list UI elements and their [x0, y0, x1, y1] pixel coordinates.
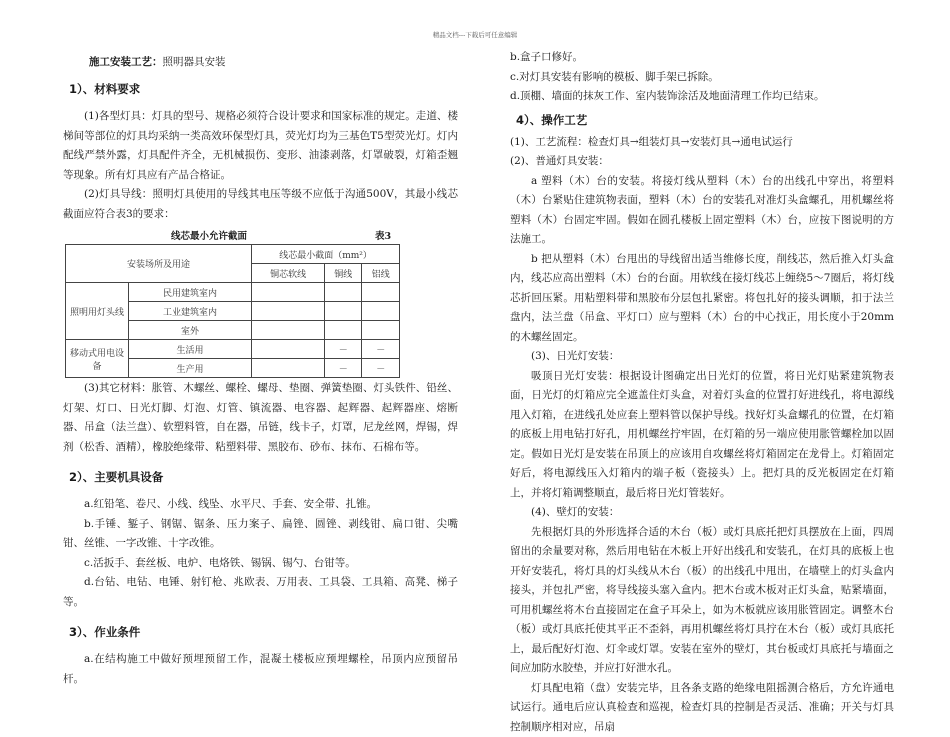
paragraph: (1)各型灯具：灯具的型号、规格必须符合设计要求和国家标准的规定。走道、楼梯间等部位的灯具均采纳一类高效环保型灯具，荧光灯均为三基色T5型荧光灯。灯内配线严禁外露，灯具配件齐全，无机械损伤、变形、油漆剥落，灯罩破裂，灯箱歪翘等现象。所有灯具应有产品合格证。 — [63, 107, 458, 185]
wire-section-table — [65, 244, 400, 378]
table-group-mobile: 移动式用电设备 — [66, 340, 129, 378]
paragraph: (1)、工艺流程：检查灯具→组装灯具→安装灯具→通电试运行 — [510, 133, 894, 153]
paragraph: b 把从塑料（木）台甩出的导线留出适当维修长度，削线芯，然后推入灯头盒内，线芯应高出塑料（木）台的台面。用软线在接灯线芯上缠绕5～7圈后，将灯线芯折回压紧。用粘塑料带和黑胶布分层包扎紧密。将包扎好的接头调顺，扣于法兰盘内，法兰盘（吊盒、平灯口）应与塑料（木）台的中心找正，用长度小于20mm的木螺丝固定。 — [510, 250, 894, 348]
table-cell — [362, 321, 400, 340]
table-group-lamp: 照明用灯头线 — [66, 283, 129, 340]
right-column — [510, 48, 894, 737]
table-cell-dash: － — [362, 340, 400, 359]
table-cell — [325, 302, 362, 321]
table-header-col1: 铜芯软线 — [252, 264, 325, 283]
section-1-heading: 1）、材料要求 — [69, 81, 458, 97]
list-item: c.活扳手、套丝板、电炉、电烙铁、锡锅、锡勺、台钳等。 — [63, 554, 458, 574]
table-cell — [325, 283, 362, 302]
paragraph: 吸顶日光灯安装：根据设计图确定出日光灯的位置，将日光灯贴紧建筑物表面，日光灯的灯箱应完全遮盖住灯头盒，对着灯头盒的位置打好进线孔，将电源线甩入灯箱，在进线孔处应套上塑料管以保护导线。找好灯头盒螺孔的位置，在灯箱的底板上用电钻打好孔，用机螺丝拧牢固，在灯箱的另一端应使用胀管螺栓加以固定。假如日光灯是安装在吊顶上的应该用自攻螺丝将灯箱固定在龙骨上。灯箱固定好后，将电源线压入灯箱内的端子板（瓷接头）上。把灯具的反光板固定在灯箱上，并将灯箱调整顺直，最后将日光灯管装好。 — [510, 367, 894, 504]
table-row-label: 民用建筑室内 — [129, 283, 252, 302]
table-cell — [252, 283, 325, 302]
paragraph: (3)、日光灯安装： — [510, 347, 894, 367]
list-item: d.顶棚、墙面的抹灰工作、室内装饰涂活及地面清理工作均已结束。 — [510, 87, 894, 107]
paragraph: (2)、普通灯具安装： — [510, 152, 894, 172]
table-cell-dash: － — [325, 340, 362, 359]
list-item: a.红铅笔、卷尺、小线、线坠、水平尺、手套、安全带、扎锥。 — [63, 495, 458, 515]
table-header-place: 安装场所及用途 — [66, 245, 252, 283]
paragraph: 灯具配电箱（盘）安装完毕，且各条支路的绝缘电阻摇测合格后，方允许通电试运行。通电后应认真检查和巡视，检查灯具的控制是否灵活、准确；开关与灯具控制顺序相对应，吊扇 — [510, 679, 894, 737]
table-cell-dash: － — [362, 359, 400, 378]
page-header: 精品文档---下载后可任意编辑 — [0, 30, 950, 39]
list-item: b.手锤、錾子、钢锯、锯条、压力案子、扁锉、圆锉、剥线钳、扁口钳、尖嘴钳、丝锥、一字改锥、十字改锥。 — [63, 515, 458, 554]
table-header-col2: 铜线 — [325, 264, 362, 283]
paragraph: (4)、壁灯的安装： — [510, 503, 894, 523]
table-cell — [252, 302, 325, 321]
table-caption: 线芯最小允许截面 — [171, 228, 247, 242]
paragraph: (2)灯具导线：照明灯具使用的导线其电压等级不应低于沟通500V，其最小线芯截面应符合表3的要求： — [63, 185, 458, 224]
title-main: 施工安装工艺： — [89, 56, 163, 68]
list-item: b.盒子口修好。 — [510, 48, 894, 68]
list-item: c.对灯具安装有影响的模板、脚手架已拆除。 — [510, 68, 894, 88]
table-cell — [325, 321, 362, 340]
table-row-label: 生产用 — [129, 359, 252, 378]
table-cell — [362, 283, 400, 302]
paragraph: 先根据灯具的外形选择合适的木台（板）或灯具底托把灯具摆放在上面，四周留出的余量要对称，然后用电钻在木板上开好出线孔和安装孔，在灯具的底板上也开好安装孔，将灯具的灯头线从木台（板）的出线孔中甩出，在墙壁上的灯头盒内接头，并包扎严密，将导线接头塞入盒内。把木台或木板对正灯头盒，贴紧墙面，可用机螺丝将木台直接固定在盒子耳朵上，如为木板就应该用胀管固定。调整木台（板）或灯具底托使其平正不歪斜，再用机螺丝将灯具拧在木台（板）或灯具底托上，最后配好灯泡、灯伞或灯罩。安装在室外的壁灯，其台板或灯具底托与墙面之间应加防水胶垫，并应打好泄水孔。 — [510, 523, 894, 679]
table-cell — [252, 359, 325, 378]
table-caption-row — [63, 226, 458, 244]
section-4-heading: 4）、操作工艺 — [516, 112, 894, 128]
paragraph: a 塑料（木）台的安装。将接灯线从塑料（木）台的出线孔中穿出，将塑料（木）台紧贴住建筑物表面，塑料（木）台的安装孔对准灯头盒螺孔，用机螺丝将塑料（木）台固定牢固。假如在圆孔楼板上固定塑料（木）台，应按下图说明的方法施工。 — [510, 172, 894, 250]
table-row-label: 室外 — [129, 321, 252, 340]
paragraph: (3)其它材料：胀管、木螺丝、螺栓、螺母、垫圈、弹簧垫圈、灯头铁件、铅丝、灯架、灯口、日光灯脚、灯泡、灯管、镇流器、电容器、起辉器、起辉器座、熔断器、吊盒（法兰盘）、软塑料管，自在器，吊链，线卡子，灯罩，尼龙丝网，焊锡，焊剂（松香、酒精），橡胶绝缘带、粘塑料带、黑胶布、砂布、抹布、石棉布等。 — [63, 379, 458, 457]
document-title — [89, 54, 458, 69]
table-cell — [362, 302, 400, 321]
table-cell — [252, 321, 325, 340]
title-sub: 照明器具安装 — [163, 56, 226, 68]
section-2-heading: 2）、主要机具设备 — [69, 469, 458, 485]
left-column — [63, 48, 458, 689]
table-header-col3: 铝线 — [362, 264, 400, 283]
table-row-label: 生活用 — [129, 340, 252, 359]
list-item: a.在结构施工中做好预埋预留工作，混凝土楼板应预埋螺栓，吊顶内应预留吊杆。 — [63, 650, 458, 689]
list-item: d.台钻、电钻、电锤、射钉枪、兆欧表、万用表、工具袋、工具箱、高凳、梯子等。 — [63, 573, 458, 612]
table-cell-dash: － — [325, 359, 362, 378]
table-cell — [252, 340, 325, 359]
table-number: 表3 — [375, 228, 391, 242]
table-header-area: 线芯最小截面（mm²） — [252, 245, 400, 264]
section-3-heading: 3）、作业条件 — [69, 624, 458, 640]
table-row-label: 工业建筑室内 — [129, 302, 252, 321]
